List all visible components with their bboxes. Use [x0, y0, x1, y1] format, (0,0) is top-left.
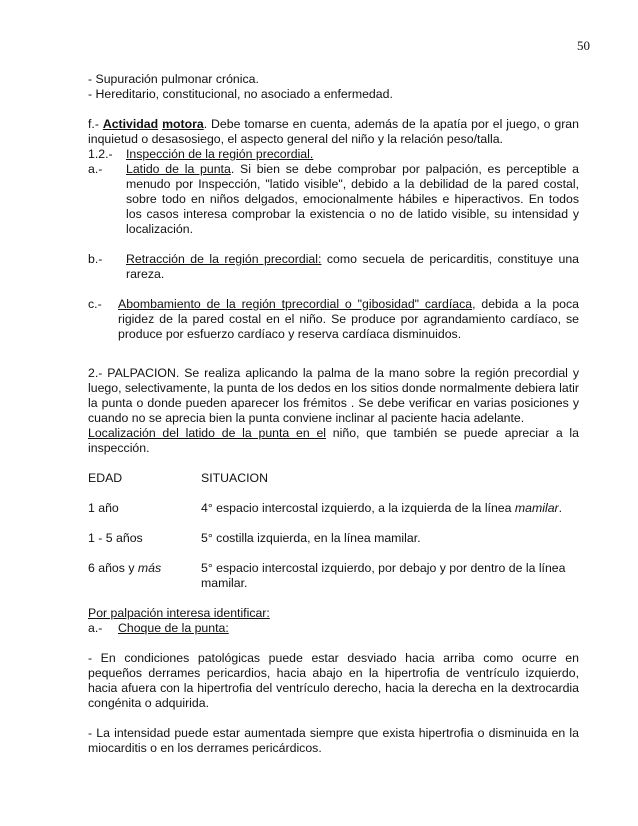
table-header-edad: EDAD — [88, 471, 123, 485]
item-b — [88, 252, 579, 282]
table-header-situacion: SITUACION — [201, 471, 268, 485]
localizacion-paragraph — [88, 426, 579, 456]
table-cell-situation: 4° espacio intercostal izquierdo, a la izquierda de la línea mamilar. — [201, 501, 563, 515]
item-f-word1: Actividad — [102, 117, 159, 131]
table-row — [88, 501, 579, 516]
table-cell-age: 1 - 5 años — [88, 531, 143, 545]
item-f-text: . Debe tomarse en cuenta, además de la apatía por el juego, o gran inquietud o desasosiego, el aspecto general del niño y la relación peso/talla. — [88, 117, 579, 146]
item-a-text: . Si bien se debe comprobar por palpación, es perceptible a menudo por Inspección, "latido visible", debido a la debilidad de la pared costal, sobre todo en niños delgados, emocionalmente hábiles e hiperactivos. En todos los casos interesa comprobar la existencia o no de latido visible, su intensidad y localización. — [126, 162, 580, 236]
table-header — [88, 471, 579, 486]
item-a-title: Latido de la punta — [126, 162, 231, 176]
table-row — [88, 531, 579, 546]
item-f-word2: motora — [162, 117, 204, 131]
item-b-label: b.- — [88, 252, 103, 266]
line-supuracion: - Supuración pulmonar crónica. — [88, 72, 259, 86]
item-a-label: a.- — [88, 162, 103, 176]
section-1-2-heading — [88, 147, 579, 162]
item-f-paragraph — [88, 117, 579, 147]
table-row — [88, 561, 579, 591]
item-a — [88, 162, 579, 237]
localizacion-title: Localización del latido de la punta en el — [88, 426, 327, 440]
item-c — [88, 297, 579, 342]
document-body — [88, 72, 579, 756]
item-f-prefix: f.- — [88, 117, 103, 131]
condiciones-paragraph: - En condiciones patológicas puede estar desviado hacia arriba como ocurre en pequeños derrames pericardios, hacia abajo en la hipertrofia de ventrículo izquierdo, hacia afuera con la hipertrofia del ventrículo derecho, hacia la derecha en la dextrocardia congénita o adquirida. — [88, 651, 579, 710]
table-cell-situation: 5° espacio intercostal izquierdo, por debajo y por dentro de la línea mamilar. — [201, 561, 566, 590]
choque-label: a.- — [88, 621, 103, 635]
choque-title: Choque de la punta: — [118, 621, 229, 635]
table-cell-age: 6 años y más — [88, 561, 162, 575]
section-1-2-number: 1.2.- — [88, 147, 113, 161]
section-1-2-title: Inspección de la región precordial. — [126, 147, 314, 161]
intensidad-paragraph: - La intensidad puede estar aumentada siempre que exista hipertrofia o disminuida en la miocarditis o en los derrames pericárdicos. — [88, 726, 579, 755]
choque-heading — [88, 621, 579, 636]
item-b-text: como secuela de pericarditis, constituye una rareza. — [126, 252, 579, 281]
page-number: 50 — [577, 38, 590, 53]
item-c-title: Abombamiento de la región tprecordial o "gibosidad" cardíaca — [118, 297, 473, 311]
item-c-label: c.- — [88, 297, 102, 311]
table-cell-situation: 5° costilla izquierda, en la línea mamilar. — [201, 531, 421, 545]
line-hereditario: - Hereditario, constitucional, no asociado a enfermedad. — [88, 87, 393, 101]
palpacion-identify-title: Por palpación interesa identificar: — [88, 606, 270, 620]
palpacion-paragraph: 2.- PALPACION. Se realiza aplicando la palma de la mano sobre la región precordial y luego, selectivamente, la punta de los dedos en los sitios donde normalmente debiera latir la punta o donde pueden aparecer los frémitos . Se debe verificar en varias posiciones y cuando no se aprecia bien la punta conviene inclinar al paciente hacia adelante. — [88, 366, 579, 425]
item-c-text: , debida a la poca rigidez de la pared costal en el niño. Se produce por agrandamiento cardíaco, se produce por esfuerzo cardíaco y reserva cardíaca disminuidos. — [118, 297, 579, 341]
localizacion-text: niño, que también se puede apreciar a la inspección. — [88, 426, 580, 455]
table-cell-age: 1 año — [88, 501, 119, 515]
item-b-title: Retracción de la región precordial: — [126, 252, 322, 266]
